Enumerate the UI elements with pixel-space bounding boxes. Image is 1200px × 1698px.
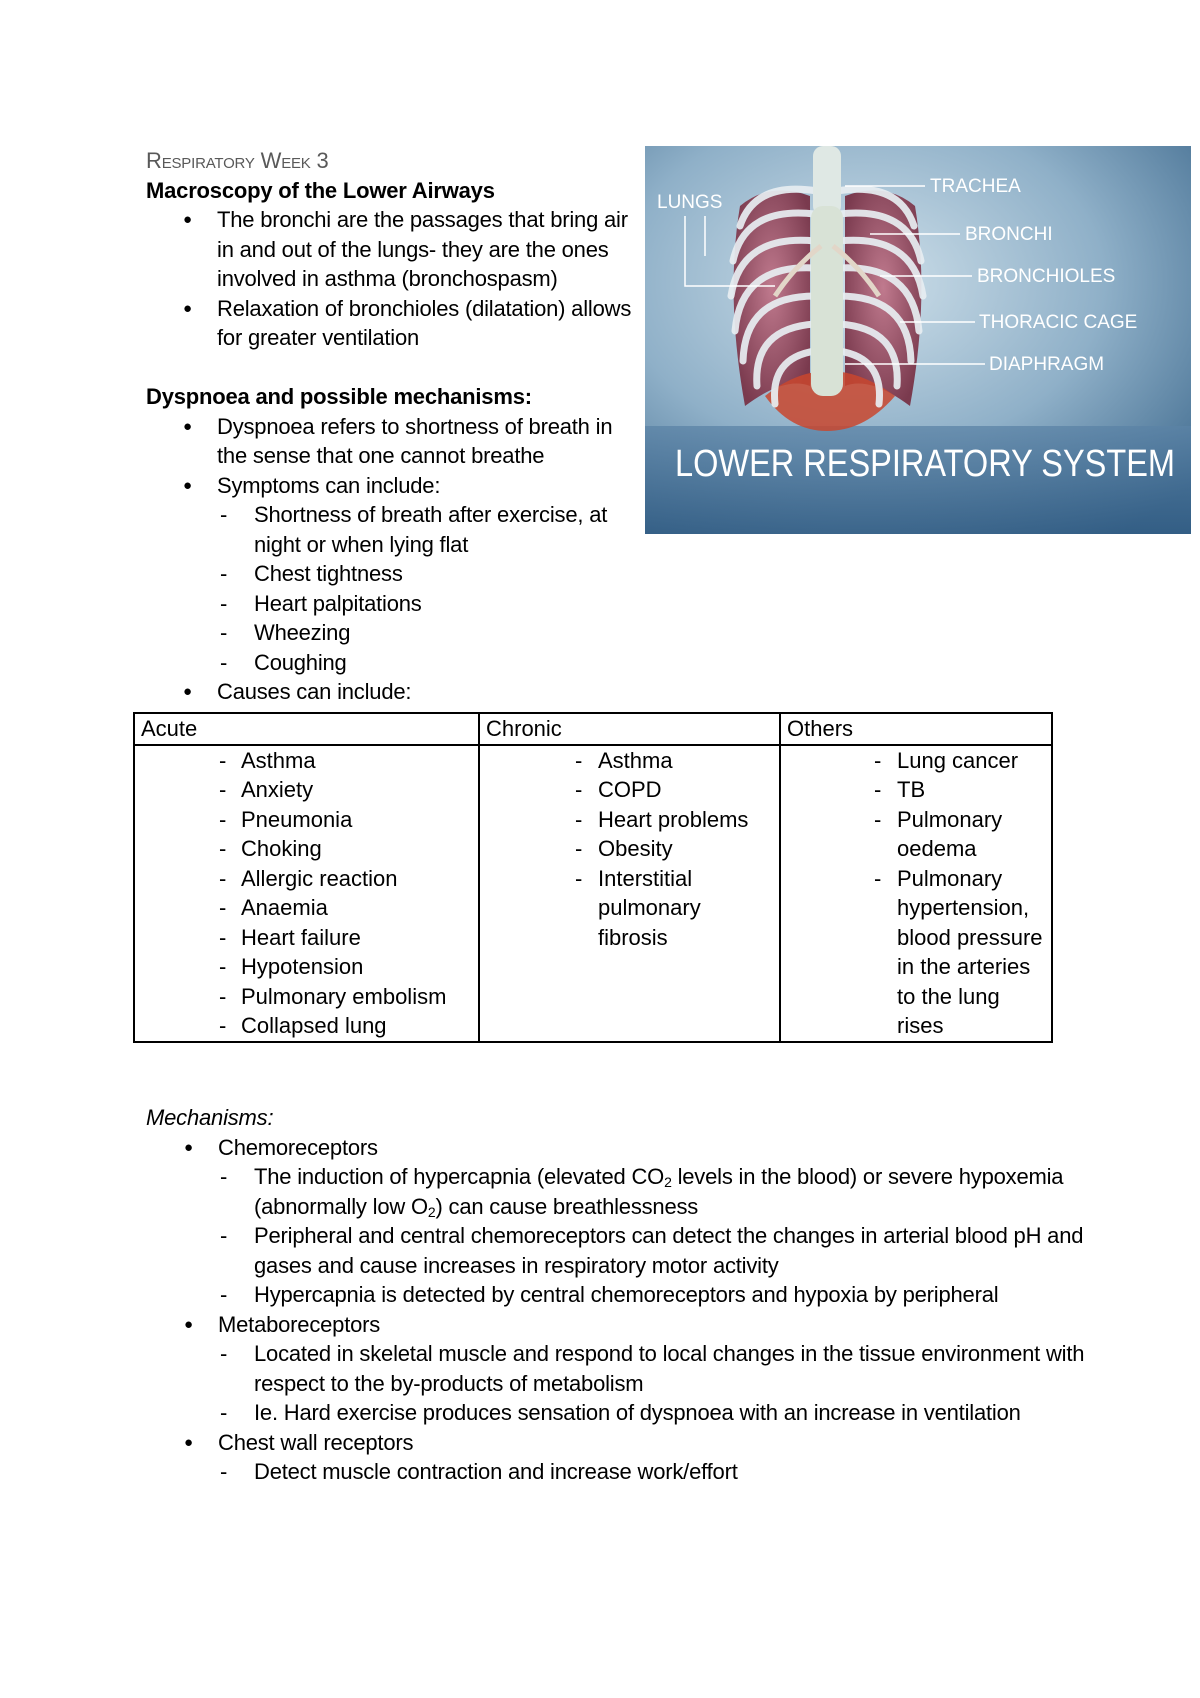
macroscopy-list [146,205,641,353]
symptom-item: - Coughing [146,648,641,678]
chest-wall-receptors-bullet: ● Chest wall receptors [146,1428,1146,1458]
label-lungs: LUNGS [657,192,723,213]
chronic-item: - Interstitial pulmonary fibrosis [486,864,773,953]
header-others: Others [780,713,1052,745]
dyspnoea-bullet: ● Dyspnoea refers to shortness of breath in the sense that one cannot breathe [145,412,641,471]
acute-item: - Allergic reaction [141,864,472,894]
others-cell [780,745,1052,1042]
metabo-item: - Ie. Hard exercise produces sensation of dyspnoea with an increase in ventilation [146,1398,1146,1428]
dyspnoea-heading: Dyspnoea and possible mechanisms: [146,384,532,409]
metaboreceptors-sublist [146,1339,1146,1428]
diagram-title: LOWER RESPIRATORY SYSTEM [675,443,1175,485]
chest-wall-sublist [146,1457,1146,1487]
mechanisms-list [146,1310,1146,1340]
header-acute: Acute [134,713,479,745]
chemo-item-text: levels in the blood) or severe hypoxemia (abnormally low O [254,1164,1064,1219]
chemo-item-text: ) can cause breathlessness [435,1193,699,1219]
mechanisms-heading: Mechanisms: [146,1105,274,1130]
chronic-cell [479,745,780,1042]
others-item: - Pulmonary hypertension, blood pressure in the arteries to the lung rises [787,864,1045,1041]
chemoreceptors-sublist [146,1162,1146,1310]
table-row [134,745,1052,1042]
label-diaphragm: DIAPHRAGM [989,354,1105,375]
symptom-item: - Shortness of breath after exercise, at night or when lying flat [146,500,641,559]
acute-item: - Heart failure [141,923,472,953]
lower-respiratory-system-diagram [645,146,1191,534]
acute-item: - Anaemia [141,893,472,923]
acute-item: - Anxiety [141,775,472,805]
chronic-item: - COPD [486,775,773,805]
chemo-item: - Hypercapnia is detected by central chemoreceptors and hypoxia by peripheral [146,1280,1146,1310]
chemo-item: - Peripheral and central chemoreceptors can detect the changes in arterial blood pH and gases and cause increases in respiratory motor activity [146,1221,1146,1280]
macroscopy-bullet: ● The bronchi are the passages that bring air in and out of the lungs- they are the ones involved in asthma (bronchospasm) [145,205,641,294]
metabo-item: - Located in skeletal muscle and respond to local changes in the tissue environment with respect to the by-products of metabolism [146,1339,1146,1398]
label-thoracic-cage: THORACIC CAGE [979,312,1138,333]
symptoms-list [146,500,641,677]
mechanisms-block [146,1103,1146,1487]
acute-item: - Asthma [141,746,472,776]
sternum-shape [811,206,843,396]
top-text-block [146,146,641,707]
table-header-row [134,713,1052,745]
others-item: - TB [787,775,1045,805]
acute-item: - Choking [141,834,472,864]
chemoreceptors-bullet: ● Chemoreceptors [146,1133,1146,1163]
others-item: - Pulmonary oedema [787,805,1045,864]
macroscopy-heading: Macroscopy of the Lower Airways [146,177,495,203]
acute-item: - Collapsed lung [141,1011,472,1041]
acute-item: - Pulmonary embolism [141,982,472,1012]
spacer [146,353,641,383]
symptom-item: - Chest tightness [146,559,641,589]
chest-item: - Detect muscle contraction and increase work/effort [146,1457,1146,1487]
label-trachea: TRACHEA [930,176,1021,197]
subscript: 2 [427,1203,436,1220]
subscript: 2 [664,1174,672,1190]
acute-item: - Hypotension [141,952,472,982]
label-bronchioles: BRONCHIOLES [977,266,1116,287]
symptom-item: - Wheezing [146,618,641,648]
acute-cell [134,745,479,1042]
header-chronic: Chronic [479,713,780,745]
dyspnoea-bullet: ● Symptoms can include: [145,471,641,501]
chemo-item-text: The induction of hypercapnia (elevated CO [254,1164,665,1189]
causes-intro-list [146,677,641,707]
mechanisms-list [146,1428,1146,1458]
chemo-item [146,1162,1146,1221]
symptom-item: - Heart palpitations [146,589,641,619]
chronic-item: - Obesity [486,834,773,864]
macroscopy-bullet: ● Relaxation of bronchioles (dilatation) allows for greater ventilation [145,294,641,353]
trachea-shape [813,146,841,216]
causes-table [133,712,1053,1043]
document-header: Respiratory Week 3 [146,148,329,173]
metaboreceptors-bullet: ● Metaboreceptors [146,1310,1146,1340]
label-bronchi: BRONCHI [965,224,1053,245]
chronic-item: - Heart problems [486,805,773,835]
others-item: - Lung cancer [787,746,1045,776]
acute-item: - Pneumonia [141,805,472,835]
mechanisms-list [146,1133,1146,1163]
chronic-item: - Asthma [486,746,773,776]
causes-bullet: ● Causes can include: [145,677,641,707]
dyspnoea-list [146,412,641,501]
